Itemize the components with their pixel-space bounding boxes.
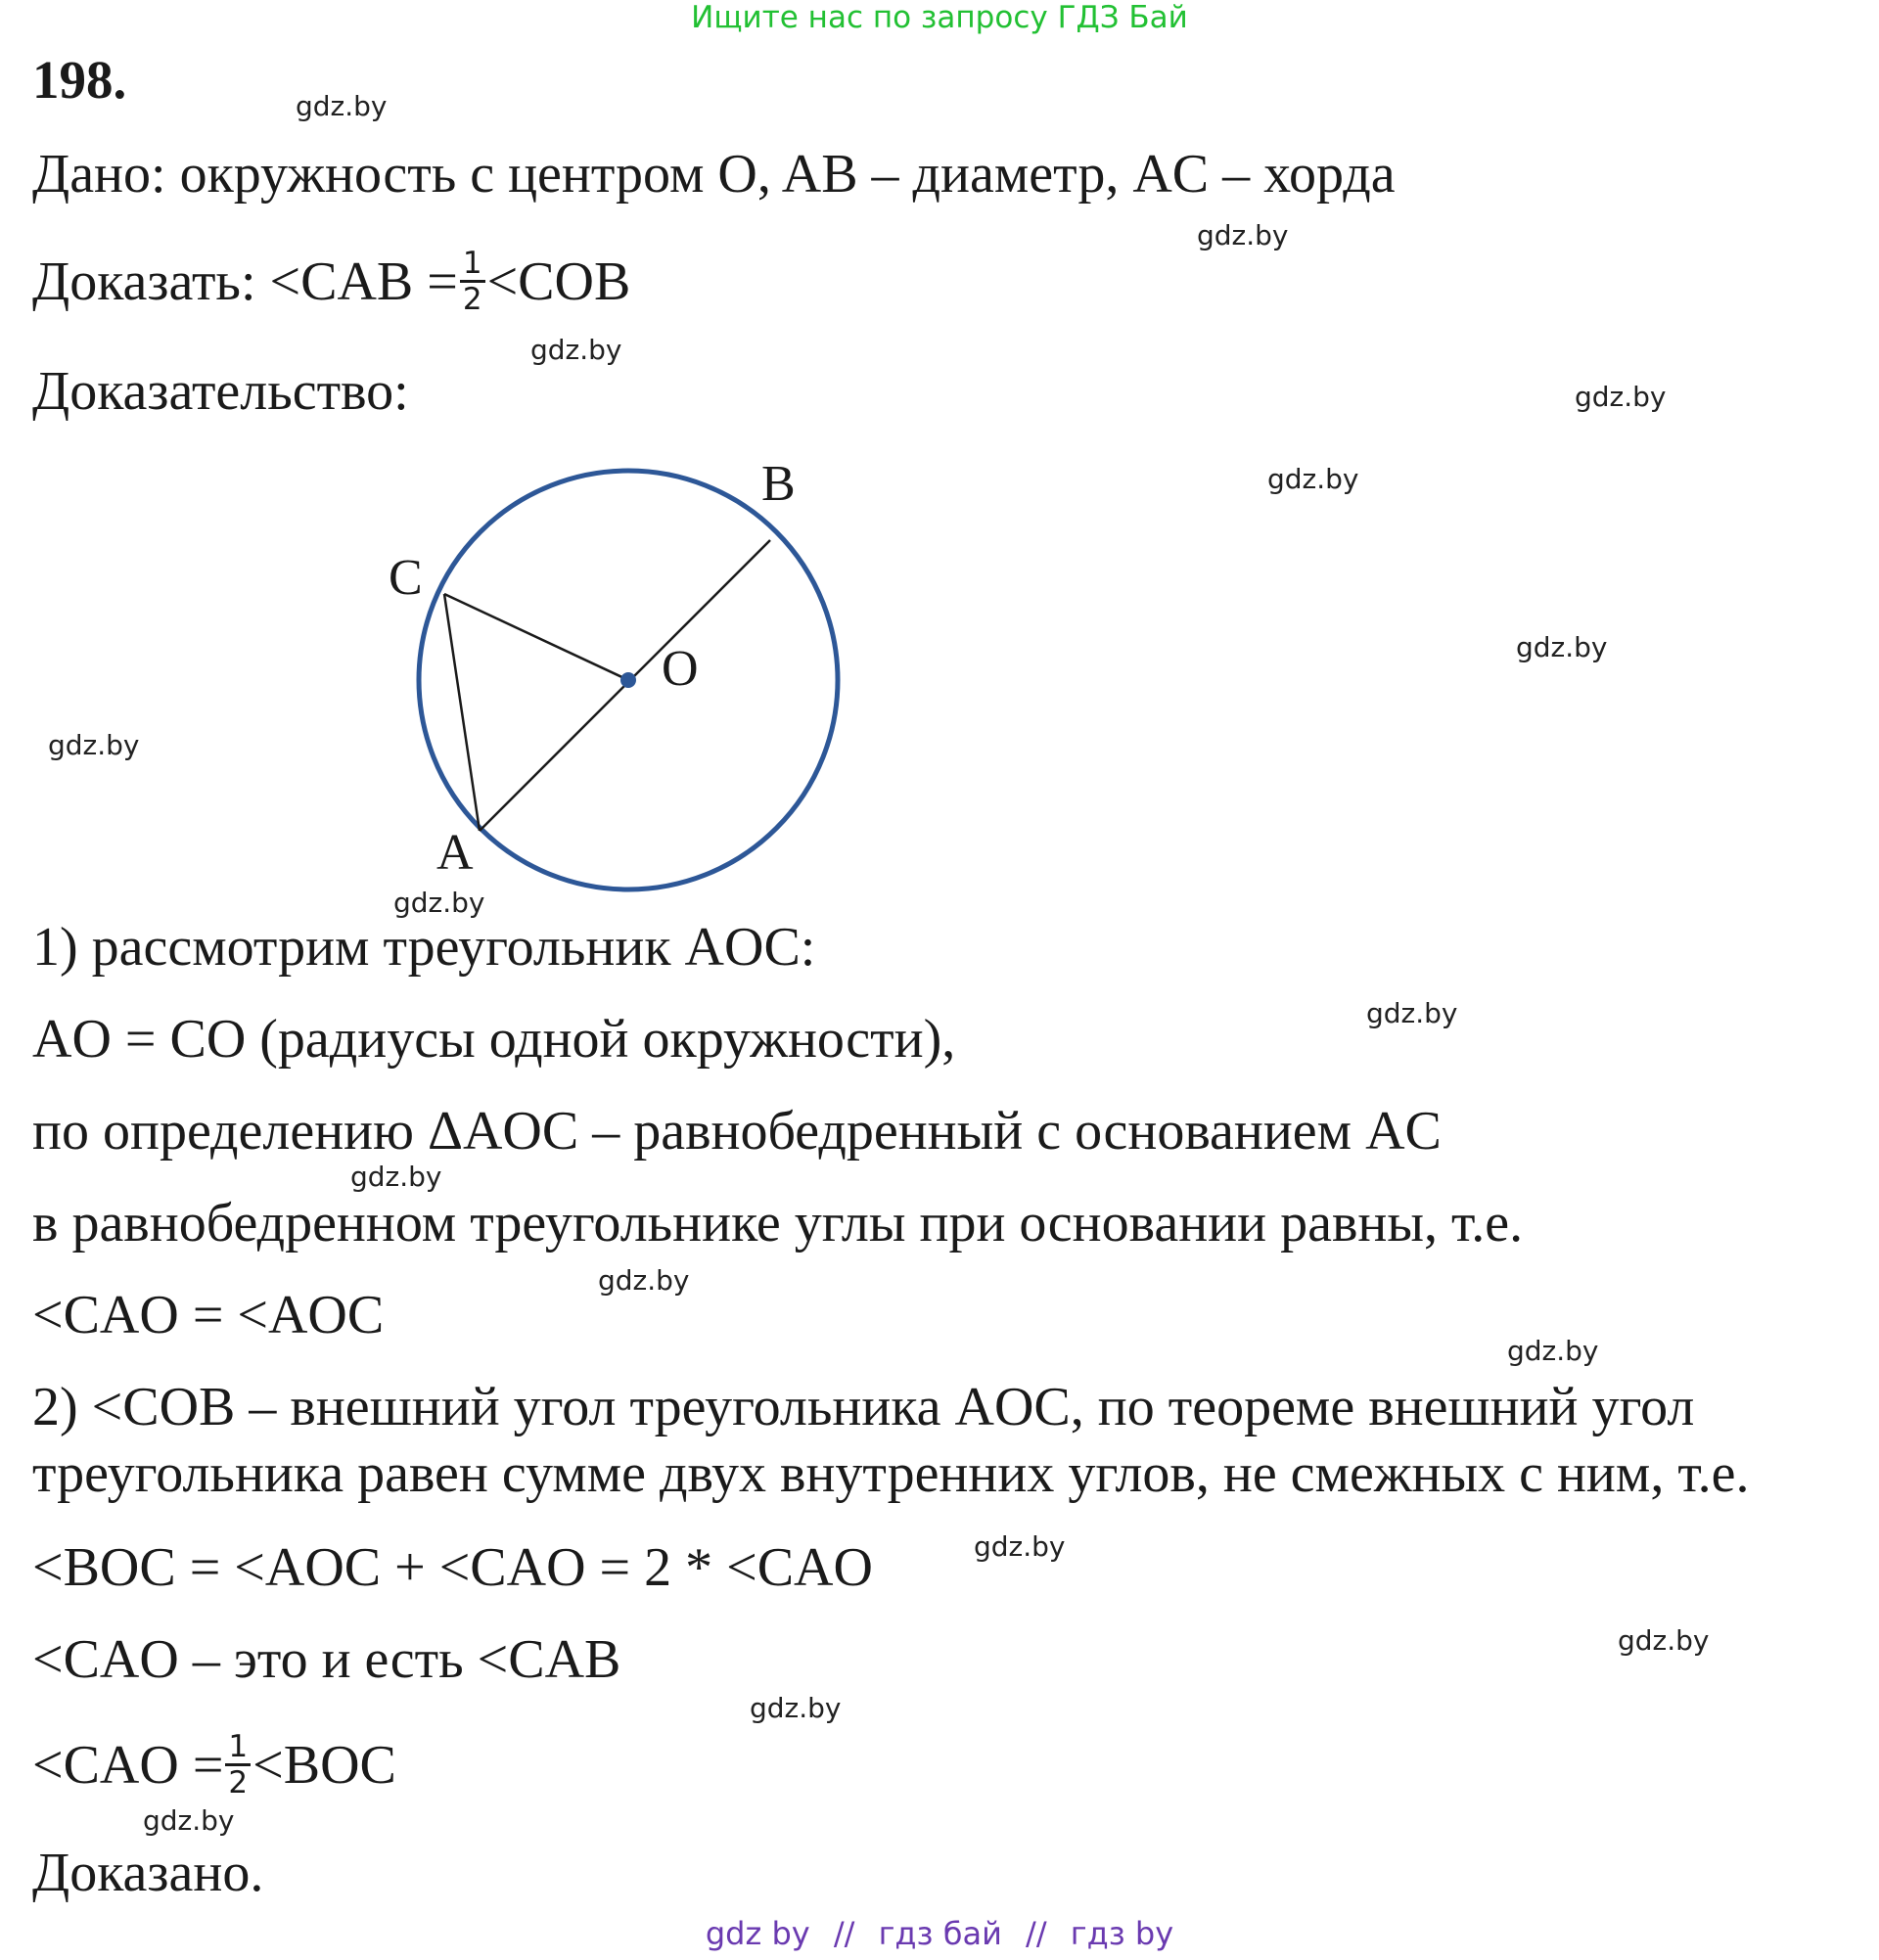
watermark: gdz.by bbox=[1267, 463, 1359, 495]
final-suffix: <BOC bbox=[252, 1735, 396, 1796]
center-point bbox=[620, 672, 636, 688]
step-2-theorem: треугольника равен сумме двух внутренних углов, не смежных с ним, т.е. bbox=[32, 1443, 1750, 1504]
watermark: gdz.by bbox=[143, 1804, 235, 1837]
label-a: A bbox=[436, 825, 474, 881]
step-1-equality: <CAO = <AOC bbox=[32, 1285, 385, 1345]
exercise-number: 198. bbox=[32, 50, 127, 110]
label-o: O bbox=[662, 641, 699, 697]
step-1-isosceles: по определению ΔAOC – равнобедренный с основанием AC bbox=[32, 1101, 1442, 1162]
circle-diagram bbox=[372, 445, 861, 905]
fraction-one-half bbox=[460, 247, 485, 316]
watermark: gdz.by bbox=[750, 1692, 842, 1724]
fraction-numerator: 1 bbox=[460, 247, 485, 283]
watermark: gdz.by bbox=[974, 1530, 1066, 1563]
watermark: gdz.by bbox=[530, 334, 622, 366]
footer-links bbox=[0, 1916, 1879, 1951]
label-c: C bbox=[389, 550, 423, 606]
step-2-sum: <BOC = <AOC + <CAO = 2 * <CAO bbox=[32, 1537, 873, 1598]
watermark: gdz.by bbox=[393, 887, 485, 919]
watermark: gdz.by bbox=[1366, 997, 1458, 1029]
given-line: Дано: окружность с центром O, AB – диаметр, AC – хорда bbox=[32, 144, 1396, 205]
final-prefix: <CAO = bbox=[32, 1735, 224, 1796]
conclusion: Доказано. bbox=[32, 1843, 264, 1903]
watermark: gdz.by bbox=[296, 90, 388, 122]
step-1-base-angles: в равнобедренном треугольнике углы при основании равны, т.е. bbox=[32, 1193, 1524, 1253]
radius-oc bbox=[444, 594, 628, 680]
prove-suffix: <COB bbox=[486, 251, 631, 312]
footer-link-gdz-by-cyr[interactable]: гдз by bbox=[1070, 1915, 1174, 1952]
watermark: gdz.by bbox=[1516, 631, 1608, 663]
footer-link-gdz-by[interactable]: gdz by bbox=[705, 1915, 810, 1952]
footer-link-gdz-bai[interactable]: гдз бай bbox=[878, 1915, 1002, 1952]
proof-heading: Доказательство: bbox=[32, 361, 409, 422]
prove-line bbox=[32, 245, 631, 322]
final-equation bbox=[32, 1728, 396, 1805]
step-1-radii: AO = CO (радиусы одной окружности), bbox=[32, 1009, 956, 1070]
watermark: gdz.by bbox=[1197, 219, 1289, 251]
prove-prefix: Доказать: <CAB = bbox=[32, 251, 458, 312]
fraction-denominator: 2 bbox=[462, 281, 482, 317]
footer-separator: // bbox=[1026, 1915, 1047, 1952]
search-hint-banner bbox=[0, 0, 1879, 35]
final-fraction-one-half bbox=[225, 1730, 251, 1800]
watermark: gdz.by bbox=[598, 1264, 690, 1297]
watermark: gdz.by bbox=[1575, 381, 1667, 413]
step-2-identity: <CAO – это и есть <CAB bbox=[32, 1629, 621, 1690]
watermark: gdz.by bbox=[1507, 1335, 1599, 1367]
step-2-external-angle: 2) <COB – внешний угол треугольника AOC, по теореме внешний угол bbox=[32, 1377, 1695, 1437]
watermark: gdz.by bbox=[350, 1161, 442, 1193]
chord-ac bbox=[444, 594, 480, 831]
watermark: gdz.by bbox=[48, 729, 140, 761]
final-fraction-denominator: 2 bbox=[228, 1764, 249, 1800]
step-1-heading: 1) рассмотрим треугольник AOC: bbox=[32, 917, 816, 978]
search-hint-text: Ищите нас по запросу ГДЗ Бай bbox=[691, 0, 1188, 35]
footer-separator: // bbox=[833, 1915, 855, 1952]
watermark: gdz.by bbox=[1618, 1624, 1710, 1657]
label-b: B bbox=[761, 456, 796, 512]
final-fraction-numerator: 1 bbox=[225, 1730, 251, 1766]
